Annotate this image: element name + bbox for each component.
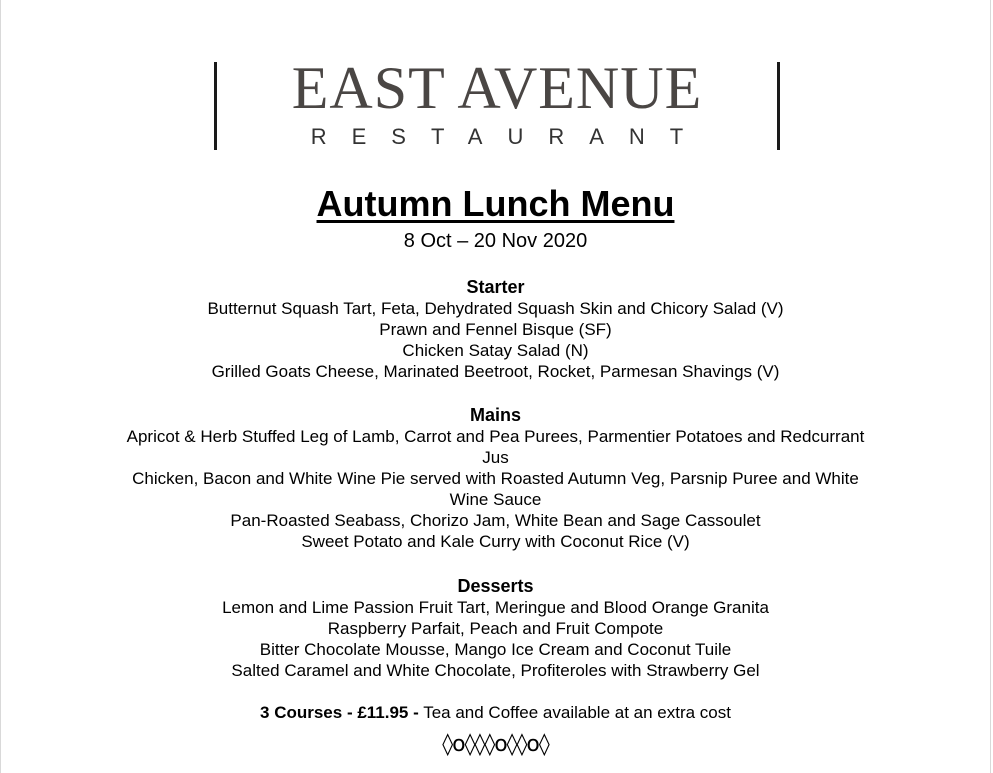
- price-line: [0, 702, 991, 724]
- desserts-item: Salted Caramel and White Chocolate, Profiteroles with Strawberry Gel: [231, 661, 760, 680]
- menu-title: Autumn Lunch Menu: [316, 183, 675, 224]
- desserts-item: Raspberry Parfait, Peach and Fruit Compote: [327, 619, 664, 638]
- mains-section: [0, 404, 991, 552]
- starter-item: Chicken Satay Salad (N): [402, 341, 589, 360]
- mains-item: Chicken, Bacon and White Wine Pie served with Roasted Autumn Veg, Parsnip Puree and White Wine Sauce: [132, 469, 859, 509]
- desserts-item: Lemon and Lime Passion Fruit Tart, Meringue and Blood Orange Granita: [222, 598, 769, 617]
- starter-item: Grilled Goats Cheese, Marinated Beetroot, Rocket, Parmesan Shavings (V): [211, 362, 780, 381]
- mains-item: Sweet Potato and Kale Curry with Coconut Rice (V): [301, 532, 690, 551]
- desserts-heading: Desserts: [457, 576, 534, 596]
- logo-name: EAST AVENUE: [291, 55, 703, 121]
- desserts-item: Bitter Chocolate Mousse, Mango Ice Cream and Coconut Tuile: [259, 640, 732, 659]
- logo-subtitle: RESTAURANT: [310, 124, 709, 149]
- diamond-ornament: ◊o◊◊◊o◊◊o◊: [442, 732, 549, 757]
- mains-item: Pan-Roasted Seabass, Chorizo Jam, White Bean and Sage Cassoulet: [230, 511, 761, 530]
- mains-heading: Mains: [469, 405, 521, 425]
- price-note: Tea and Coffee available at an extra cost: [418, 703, 731, 722]
- starter-item: Butternut Squash Tart, Feta, Dehydrated Squash Skin and Chicory Salad (V): [207, 299, 784, 318]
- mains-item: Apricot & Herb Stuffed Leg of Lamb, Carrot and Pea Purees, Parmentier Potatoes and Redcurrant Jus: [126, 427, 865, 467]
- starter-item: Prawn and Fennel Bisque (SF): [379, 320, 612, 339]
- courses-price: 3 Courses - £11.95 -: [260, 703, 419, 722]
- starter-section: [0, 276, 991, 382]
- logo-left-bar: [214, 62, 217, 150]
- desserts-section: [0, 575, 991, 681]
- logo-right-bar: [777, 62, 780, 150]
- restaurant-logo: [214, 55, 780, 154]
- starter-heading: Starter: [466, 277, 525, 297]
- menu-dates: 8 Oct – 20 Nov 2020: [403, 230, 588, 252]
